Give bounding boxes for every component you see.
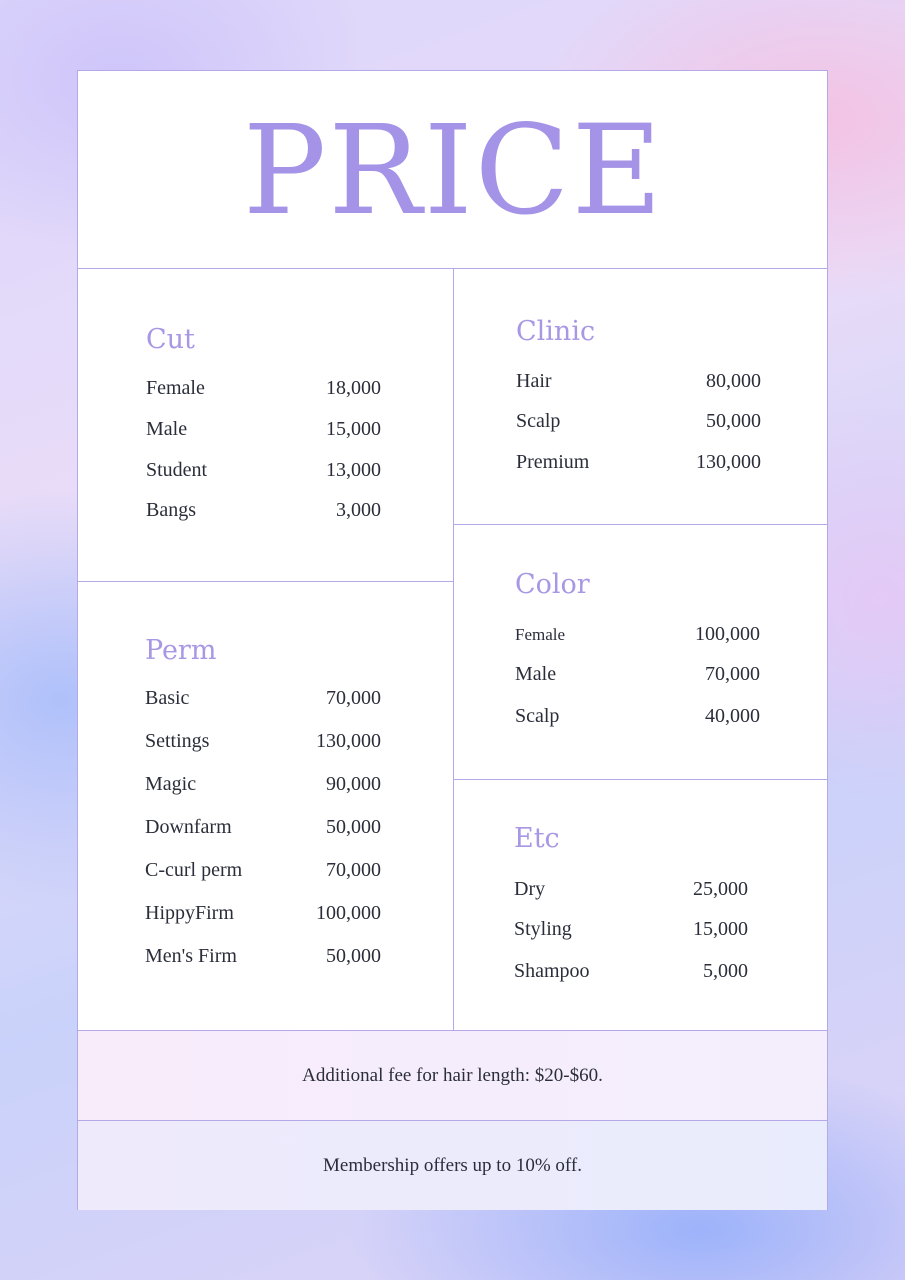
hair-length-fee-text: Additional fee for hair length: $20-$60. <box>302 1065 603 1086</box>
section-heading-cut: Cut <box>146 324 195 355</box>
service-name: Dry <box>514 878 546 900</box>
section-heading-color: Color <box>515 569 590 600</box>
divider-color-etc <box>453 779 827 780</box>
service-price: 130,000 <box>696 451 761 473</box>
service-price: 80,000 <box>706 370 761 392</box>
service-name: C-curl perm <box>145 859 243 881</box>
service-name: Premium <box>516 451 590 473</box>
section-cut <box>146 323 386 521</box>
membership-text: Membership offers up to 10% off. <box>323 1155 582 1176</box>
service-name: HippyFirm <box>145 902 234 924</box>
divider-cut-perm <box>78 581 453 582</box>
service-price: 18,000 <box>326 377 381 399</box>
service-price: 50,000 <box>326 945 381 967</box>
service-price: 40,000 <box>705 705 760 727</box>
price-card <box>77 70 828 1210</box>
section-heading-etc: Etc <box>514 823 560 854</box>
service-price: 100,000 <box>695 623 760 645</box>
service-name: Bangs <box>146 499 196 521</box>
service-name: Styling <box>514 918 572 940</box>
service-price: 15,000 <box>326 418 381 440</box>
divider-clinic-color <box>453 524 827 525</box>
service-name: Men's Firm <box>145 945 237 967</box>
service-name: Male <box>146 418 188 440</box>
service-price: 13,000 <box>326 459 381 481</box>
divider-vertical <box>453 268 454 1030</box>
service-price: 70,000 <box>705 663 760 685</box>
service-price: 3,000 <box>336 499 381 521</box>
hair-length-fee-note <box>78 1030 827 1120</box>
service-name: Scalp <box>515 705 560 727</box>
service-price: 25,000 <box>693 878 748 900</box>
service-price: 70,000 <box>326 687 381 709</box>
service-name: Downfarm <box>145 816 232 838</box>
service-name: Shampoo <box>514 960 590 982</box>
service-price: 100,000 <box>316 902 381 924</box>
service-price: 15,000 <box>693 918 748 940</box>
service-price: 70,000 <box>326 859 381 881</box>
section-perm <box>145 634 385 967</box>
section-clinic <box>516 315 766 473</box>
service-price: 50,000 <box>706 410 761 432</box>
section-heading-perm: Perm <box>145 635 217 666</box>
service-name: Female <box>515 625 566 644</box>
service-name: Scalp <box>516 410 561 432</box>
service-price: 50,000 <box>326 816 381 838</box>
service-price: 90,000 <box>326 773 381 795</box>
service-name: Basic <box>145 687 190 709</box>
section-color <box>515 568 765 727</box>
service-price: 130,000 <box>316 730 381 752</box>
service-name: Magic <box>145 773 197 795</box>
page-title: PRICE <box>242 99 665 243</box>
section-heading-clinic: Clinic <box>516 316 596 347</box>
membership-note <box>78 1120 827 1210</box>
service-name: Settings <box>145 730 210 752</box>
service-price: 5,000 <box>703 960 748 982</box>
service-name: Female <box>146 377 205 399</box>
service-name: Hair <box>516 370 552 392</box>
section-etc <box>514 822 754 982</box>
service-name: Male <box>515 663 557 685</box>
service-name: Student <box>146 459 208 481</box>
